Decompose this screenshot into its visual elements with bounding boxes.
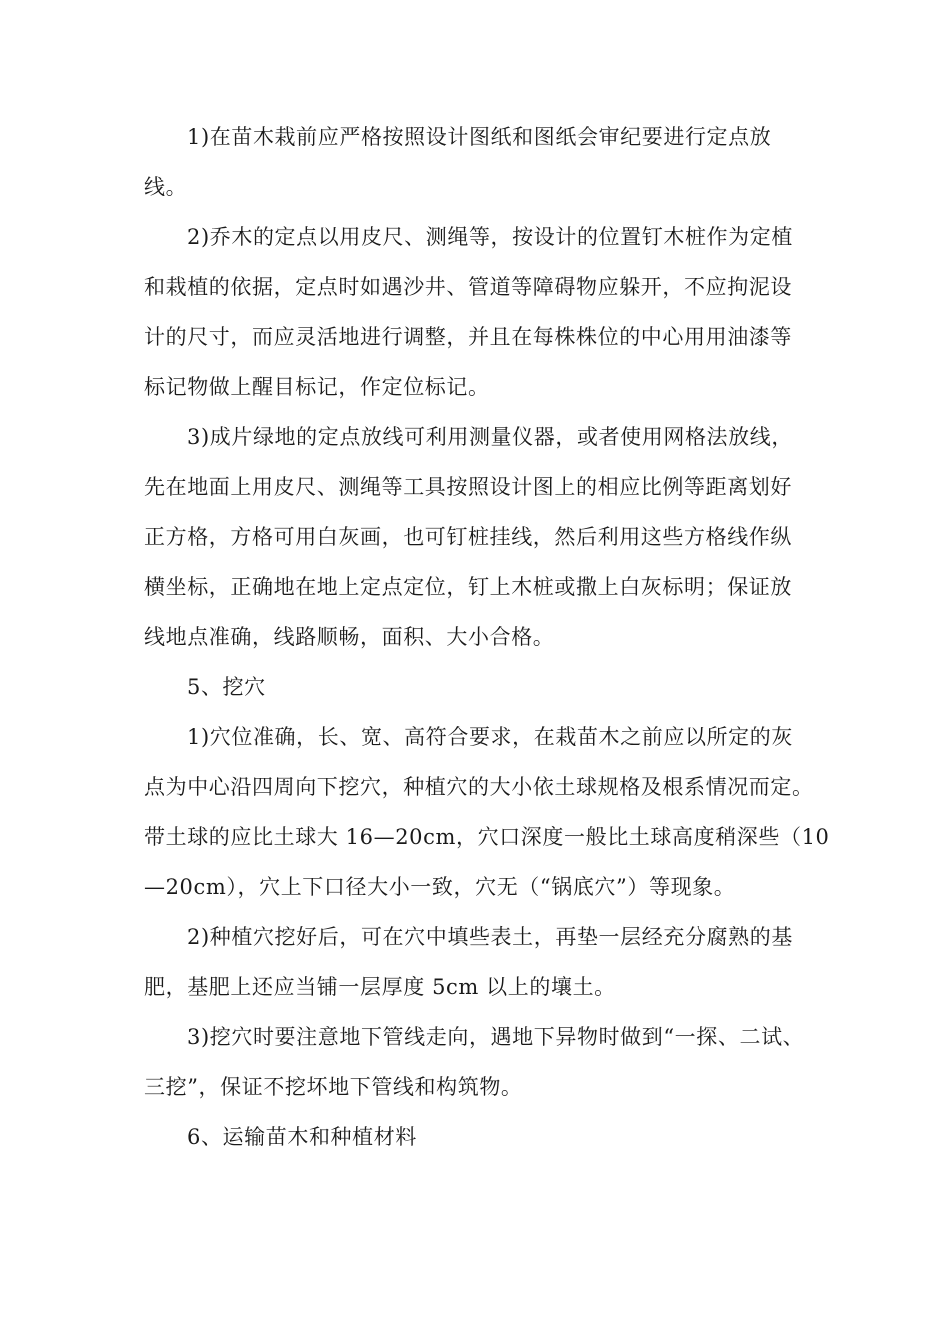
paragraph-6-line-2: 三挖”，保证不挖坏地下管线和构筑物。 <box>144 1075 523 1099</box>
paragraph-4-line-2: 点为中心沿四周向下挖穴，种植穴的大小依土球规格及根系情况而定。 <box>144 775 814 799</box>
paragraph-2-line-2: 和栽植的依据，定点时如遇沙井、管道等障碍物应躲开，不应拘泥设 <box>144 275 792 299</box>
paragraph-6-line-1: 3)挖穴时要注意地下管线走向，遇地下异物时做到“一探、二试、 <box>187 1025 805 1049</box>
paragraph-3-line-5: 线地点准确，线路顺畅，面积、大小合格。 <box>144 625 555 649</box>
paragraph-4-line-1: 1)穴位准确，长、宽、高符合要求，在栽苗木之前应以所定的灰 <box>187 725 793 749</box>
paragraph-4-line-3: 带土球的应比土球大 16—20cm，穴口深度一般比土球高度稍深些（10 <box>144 825 830 849</box>
paragraph-3-line-2: 先在地面上用皮尺、测绳等工具按照设计图上的相应比例等距离划好 <box>144 475 792 499</box>
paragraph-3-line-3: 正方格，方格可用白灰画，也可钉桩挂线，然后利用这些方格线作纵 <box>144 525 792 549</box>
paragraph-3-line-1: 3)成片绿地的定点放线可利用测量仪器，或者使用网格法放线， <box>187 425 793 449</box>
section-heading-6: 6、运输苗木和种植材料 <box>187 1125 417 1149</box>
paragraph-2-line-3: 计的尺寸，而应灵活地进行调整，并且在每株株位的中心用用油漆等 <box>144 325 792 349</box>
paragraph-4-line-4: —20cm），穴上下口径大小一致，穴无（“锅底穴”）等现象。 <box>144 875 736 899</box>
paragraph-5-line-2: 肥，基肥上还应当铺一层厚度 5cm 以上的壤土。 <box>144 975 616 999</box>
paragraph-3-line-4: 横坐标，正确地在地上定点定位，钉上木桩或撒上白灰标明；保证放 <box>144 575 792 599</box>
paragraph-1-line-2: 线。 <box>144 175 188 199</box>
paragraph-2-line-1: 2)乔木的定点以用皮尺、测绳等，按设计的位置钉木桩作为定植 <box>187 225 793 249</box>
paragraph-5-line-1: 2)种植穴挖好后，可在穴中填些表土，再垫一层经充分腐熟的基 <box>187 925 793 949</box>
paragraph-1-line-1: 1)在苗木栽前应严格按照设计图纸和图纸会审纪要进行定点放 <box>187 125 772 149</box>
paragraph-2-line-4: 标记物做上醒目标记，作定位标记。 <box>144 375 490 399</box>
section-heading-5: 5、挖穴 <box>187 675 266 699</box>
